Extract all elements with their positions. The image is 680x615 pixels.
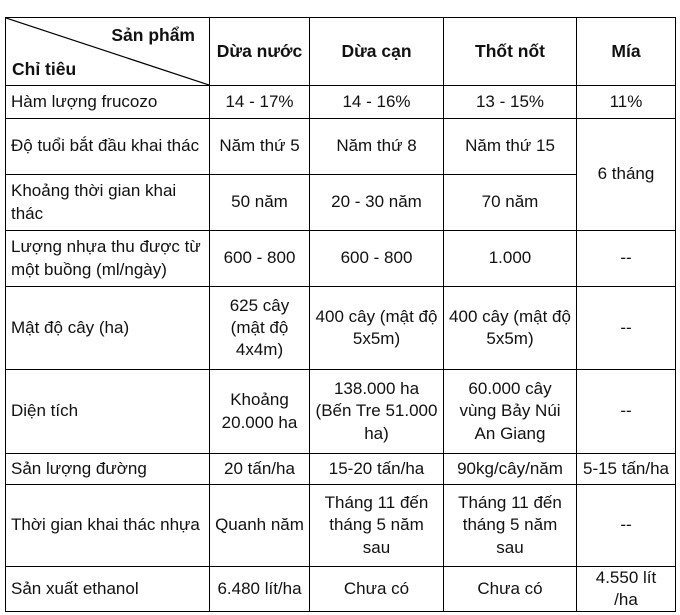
table-cell: -- [577,231,676,287]
table-cell: 4.550 lít /ha [577,567,676,612]
table-cell: 20 - 30 năm [310,175,444,231]
table-row [6,485,676,567]
table-cell: -- [577,485,676,567]
table-row [6,175,676,231]
row-label: Thời gian khai thác nhựa [6,485,210,567]
table-cell: 60.000 cây vùng Bảy Núi An Giang [444,370,577,454]
column-header-thot-not: Thốt nốt [444,18,577,86]
column-header-dua-can: Dừa cạn [310,18,444,86]
table-cell: 138.000 ha (Bến Tre 51.000 ha) [310,370,444,454]
table-cell: 600 - 800 [210,231,310,287]
table-row [6,370,676,454]
table-row [6,231,676,287]
header-corner-cell [6,18,210,86]
table-row [6,567,676,612]
row-label: Hàm lượng frucozo [6,86,210,119]
product-header-label: Sản phẩm [111,25,195,45]
merged-cell: 6 tháng [577,119,676,231]
table-cell: Tháng 11 đến tháng 5 năm sau [444,485,577,567]
table-cell: 15-20 tấn/ha [310,454,444,485]
table-cell: 6.480 lít/ha [210,567,310,612]
table-row [6,454,676,485]
table-cell: Quanh năm [210,485,310,567]
table-cell: 600 - 800 [310,231,444,287]
table-cell: Tháng 11 đến tháng 5 năm sau [310,485,444,567]
table-cell: 13 - 15% [444,86,577,119]
table-cell: 70 năm [444,175,577,231]
table-cell: 50 năm [210,175,310,231]
row-label: Sản lượng đường [6,454,210,485]
table-cell: 14 - 17% [210,86,310,119]
table-row [6,86,676,119]
table-row [6,287,676,370]
row-label: Khoảng thời gian khai thác [6,175,210,231]
table-cell: 11% [577,86,676,119]
comparison-table [5,17,676,612]
column-header-mia: Mía [577,18,676,86]
table-cell: 400 cây (mật độ 5x5m) [310,287,444,370]
table-cell: 90kg/cây/năm [444,454,577,485]
row-label: Diện tích [6,370,210,454]
table-cell: Chưa có [310,567,444,612]
table-cell: 1.000 [444,231,577,287]
row-label: Mật độ cây (ha) [6,287,210,370]
table-cell: Khoảng 20.000 ha [210,370,310,454]
table-cell: Chưa có [444,567,577,612]
table-cell: -- [577,370,676,454]
column-header-dua-nuoc: Dừa nước [210,18,310,86]
row-label: Độ tuổi bắt đầu khai thác [6,119,210,175]
table-cell: -- [577,287,676,370]
row-label: Sản xuất ethanol [6,567,210,612]
table-cell: Năm thứ 5 [210,119,310,175]
table-cell: Năm thứ 15 [444,119,577,175]
header-row [6,18,676,86]
table-row [6,119,676,175]
table-cell: Năm thứ 8 [310,119,444,175]
table-cell: 5-15 tấn/ha [577,454,676,485]
criteria-header-label: Chỉ tiêu [12,59,77,80]
table-cell: 400 cây (mật độ 5x5m) [444,287,577,370]
row-label: Lượng nhựa thu được từ một buồng (ml/ngày) [6,231,210,287]
table-cell: 20 tấn/ha [210,454,310,485]
table-cell: 14 - 16% [310,86,444,119]
table-cell: 625 cây (mật độ 4x4m) [210,287,310,370]
